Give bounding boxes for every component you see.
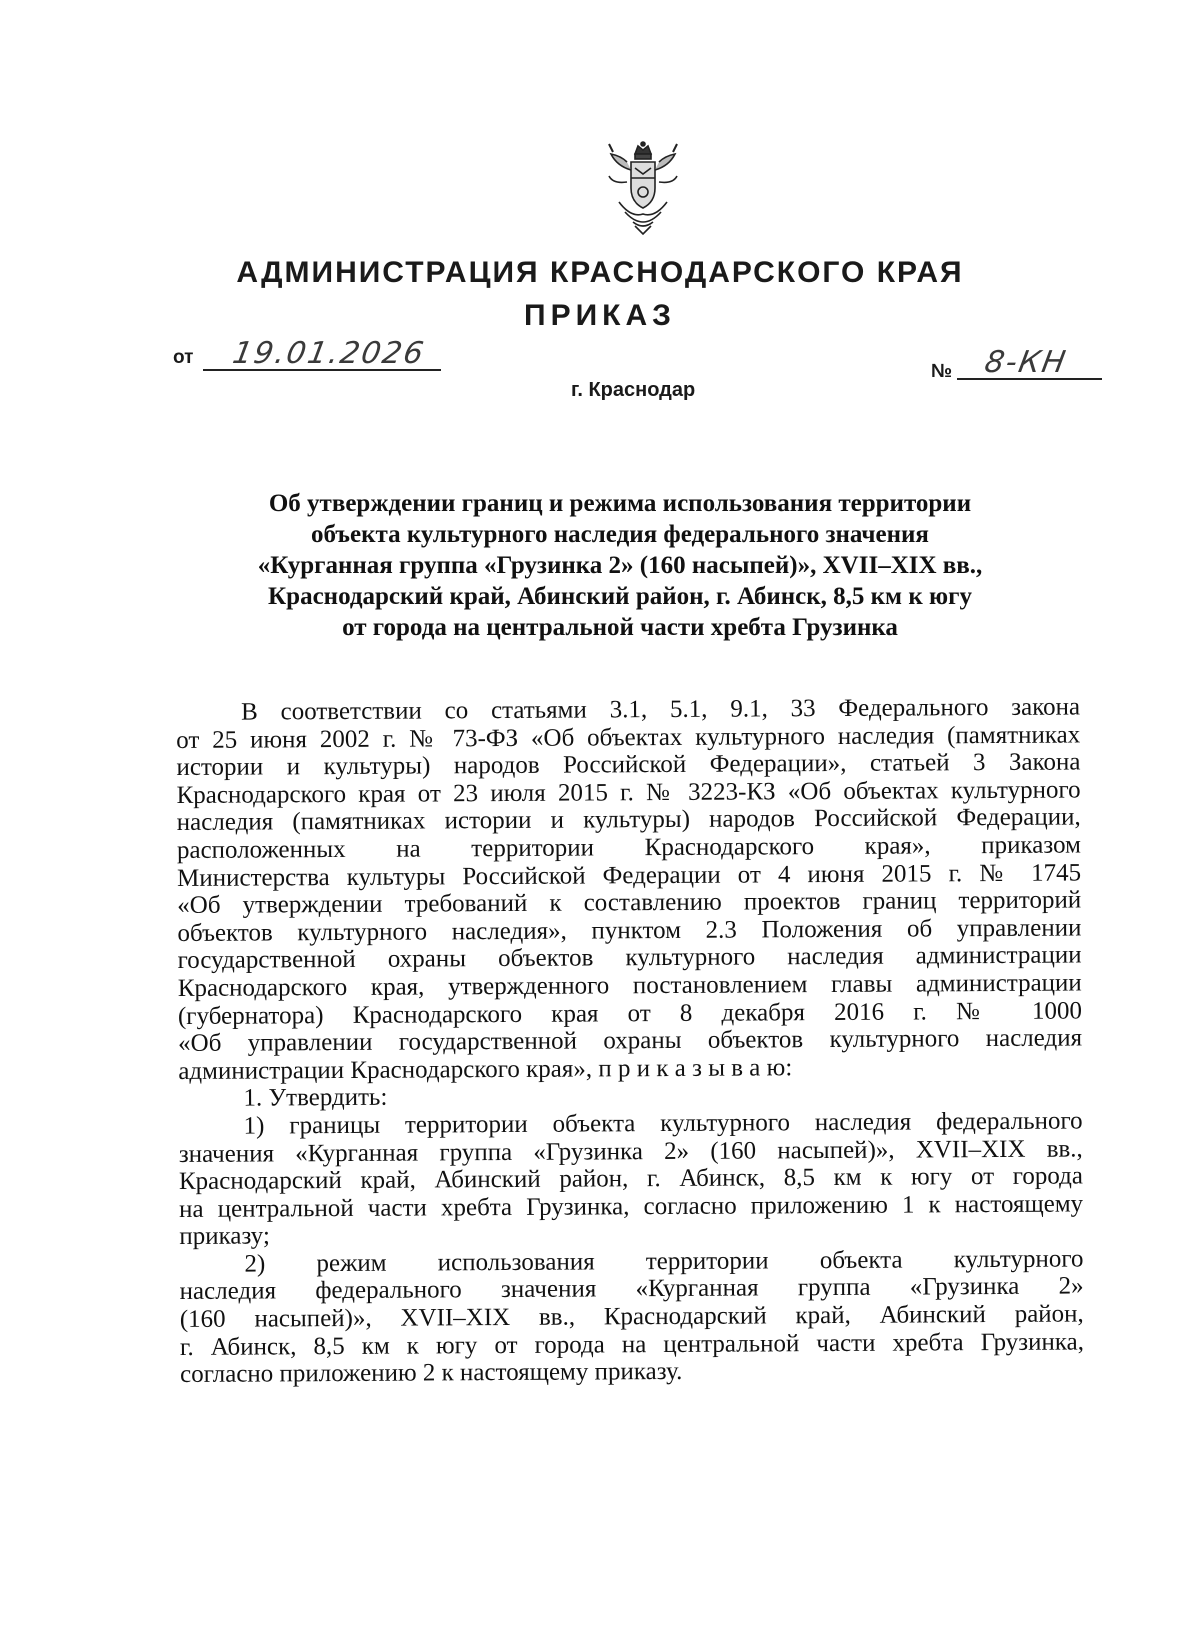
number-label: №	[931, 361, 953, 382]
title-line: от города на центральной части хребта Грузинка	[342, 614, 898, 641]
body-line: приказу;	[179, 1222, 270, 1251]
body-line: государственной охраны объектов культурного наследия администрации	[177, 941, 1082, 975]
body-line: объектов культурного наследия», пунктом 2.3 Положения об управлении	[177, 914, 1082, 947]
body-line: 2) режим использования территории объекта культурного	[244, 1245, 1084, 1278]
body-line: на центральной части хребта Грузинка, согласно приложению 1 к настоящему	[179, 1190, 1084, 1223]
body-line: согласно приложению 2 к настоящему приказу.	[180, 1358, 683, 1389]
title-line: Краснодарский край, Абинский район, г. Абинск, 8,5 км к югу	[268, 583, 972, 610]
number-value: 8-КН	[981, 345, 1070, 380]
document-title	[200, 488, 1040, 643]
krasnodar-coat-of-arms-icon	[605, 140, 681, 235]
body-line: истории и культуры) народов Российской Федерации», статьей 3 Закона	[176, 748, 1081, 782]
body-line: «Об утверждении требований к составлению проектов границ территорий	[177, 886, 1082, 920]
body-line: (160 насыпей)», XVII–XIX вв., Краснодарский край, Абинский район,	[179, 1300, 1084, 1334]
body-line: Краснодарского края от 23 июля 2015 г. № 3223-КЗ «Об объектах культурного	[176, 776, 1081, 809]
body-line: «Об управлении государственной охраны объектов культурного наследия	[178, 1024, 1083, 1058]
body-line: наследия (памятниках истории и культуры) народов Российской Федерации,	[176, 803, 1081, 837]
title-line: объекта культурного наследия федерального значения	[311, 521, 929, 548]
body-line: Министерства культуры Российской Федерации от 4 июня 2015 г. № 1745	[177, 859, 1082, 892]
body-line: 1) границы территории объекта культурного наследия федерального	[243, 1107, 1083, 1140]
body-line: наследия федерального значения «Курганная группа «Грузинка 2»	[179, 1272, 1084, 1306]
title-line: «Курганная группа «Грузинка 2» (160 насыпей)», XVII–XIX вв.,	[257, 552, 983, 579]
body-line: расположенных на территории Краснодарского края», приказом	[176, 831, 1081, 864]
city: г. Краснодар	[571, 379, 696, 401]
date-value: 19.01.2026	[229, 336, 428, 371]
body-line: Краснодарского края, утвержденного постановлением главы администрации	[177, 969, 1082, 1002]
body-line: значения «Курганная группа «Грузинка 2» (160 насыпей)», XVII–XIX вв.,	[178, 1134, 1083, 1168]
document-type: ПРИКАЗ	[524, 299, 676, 332]
organization-name: АДМИНИСТРАЦИЯ КРАСНОДАРСКОГО КРАЯ	[236, 256, 964, 289]
body-line: 1. Утвердить:	[243, 1084, 388, 1112]
body-line: от 25 июня 2002 г. № 73-ФЗ «Об объектах культурного наследия (памятниках	[176, 721, 1081, 754]
body-line: г. Абинск, 8,5 км к югу от города на центральной части хребта Грузинка,	[179, 1328, 1085, 1361]
body-line: (губернатора) Краснодарского края от 8 декабря 2016 г. № 1000	[177, 997, 1083, 1030]
title-line: Об утверждении границ и режима использования территории	[268, 490, 972, 517]
date-label: от	[173, 347, 194, 368]
body-line: В соответствии со статьями 3.1, 5.1, 9.1, 33 Федерального закона	[240, 693, 1081, 726]
document-body	[176, 693, 1084, 1388]
body-line: администрации Краснодарского края», п р и к а з ы в а ю:	[178, 1053, 793, 1085]
body-line: Краснодарский край, Абинский район, г. Абинск, 8,5 км к югу от города	[178, 1162, 1084, 1196]
